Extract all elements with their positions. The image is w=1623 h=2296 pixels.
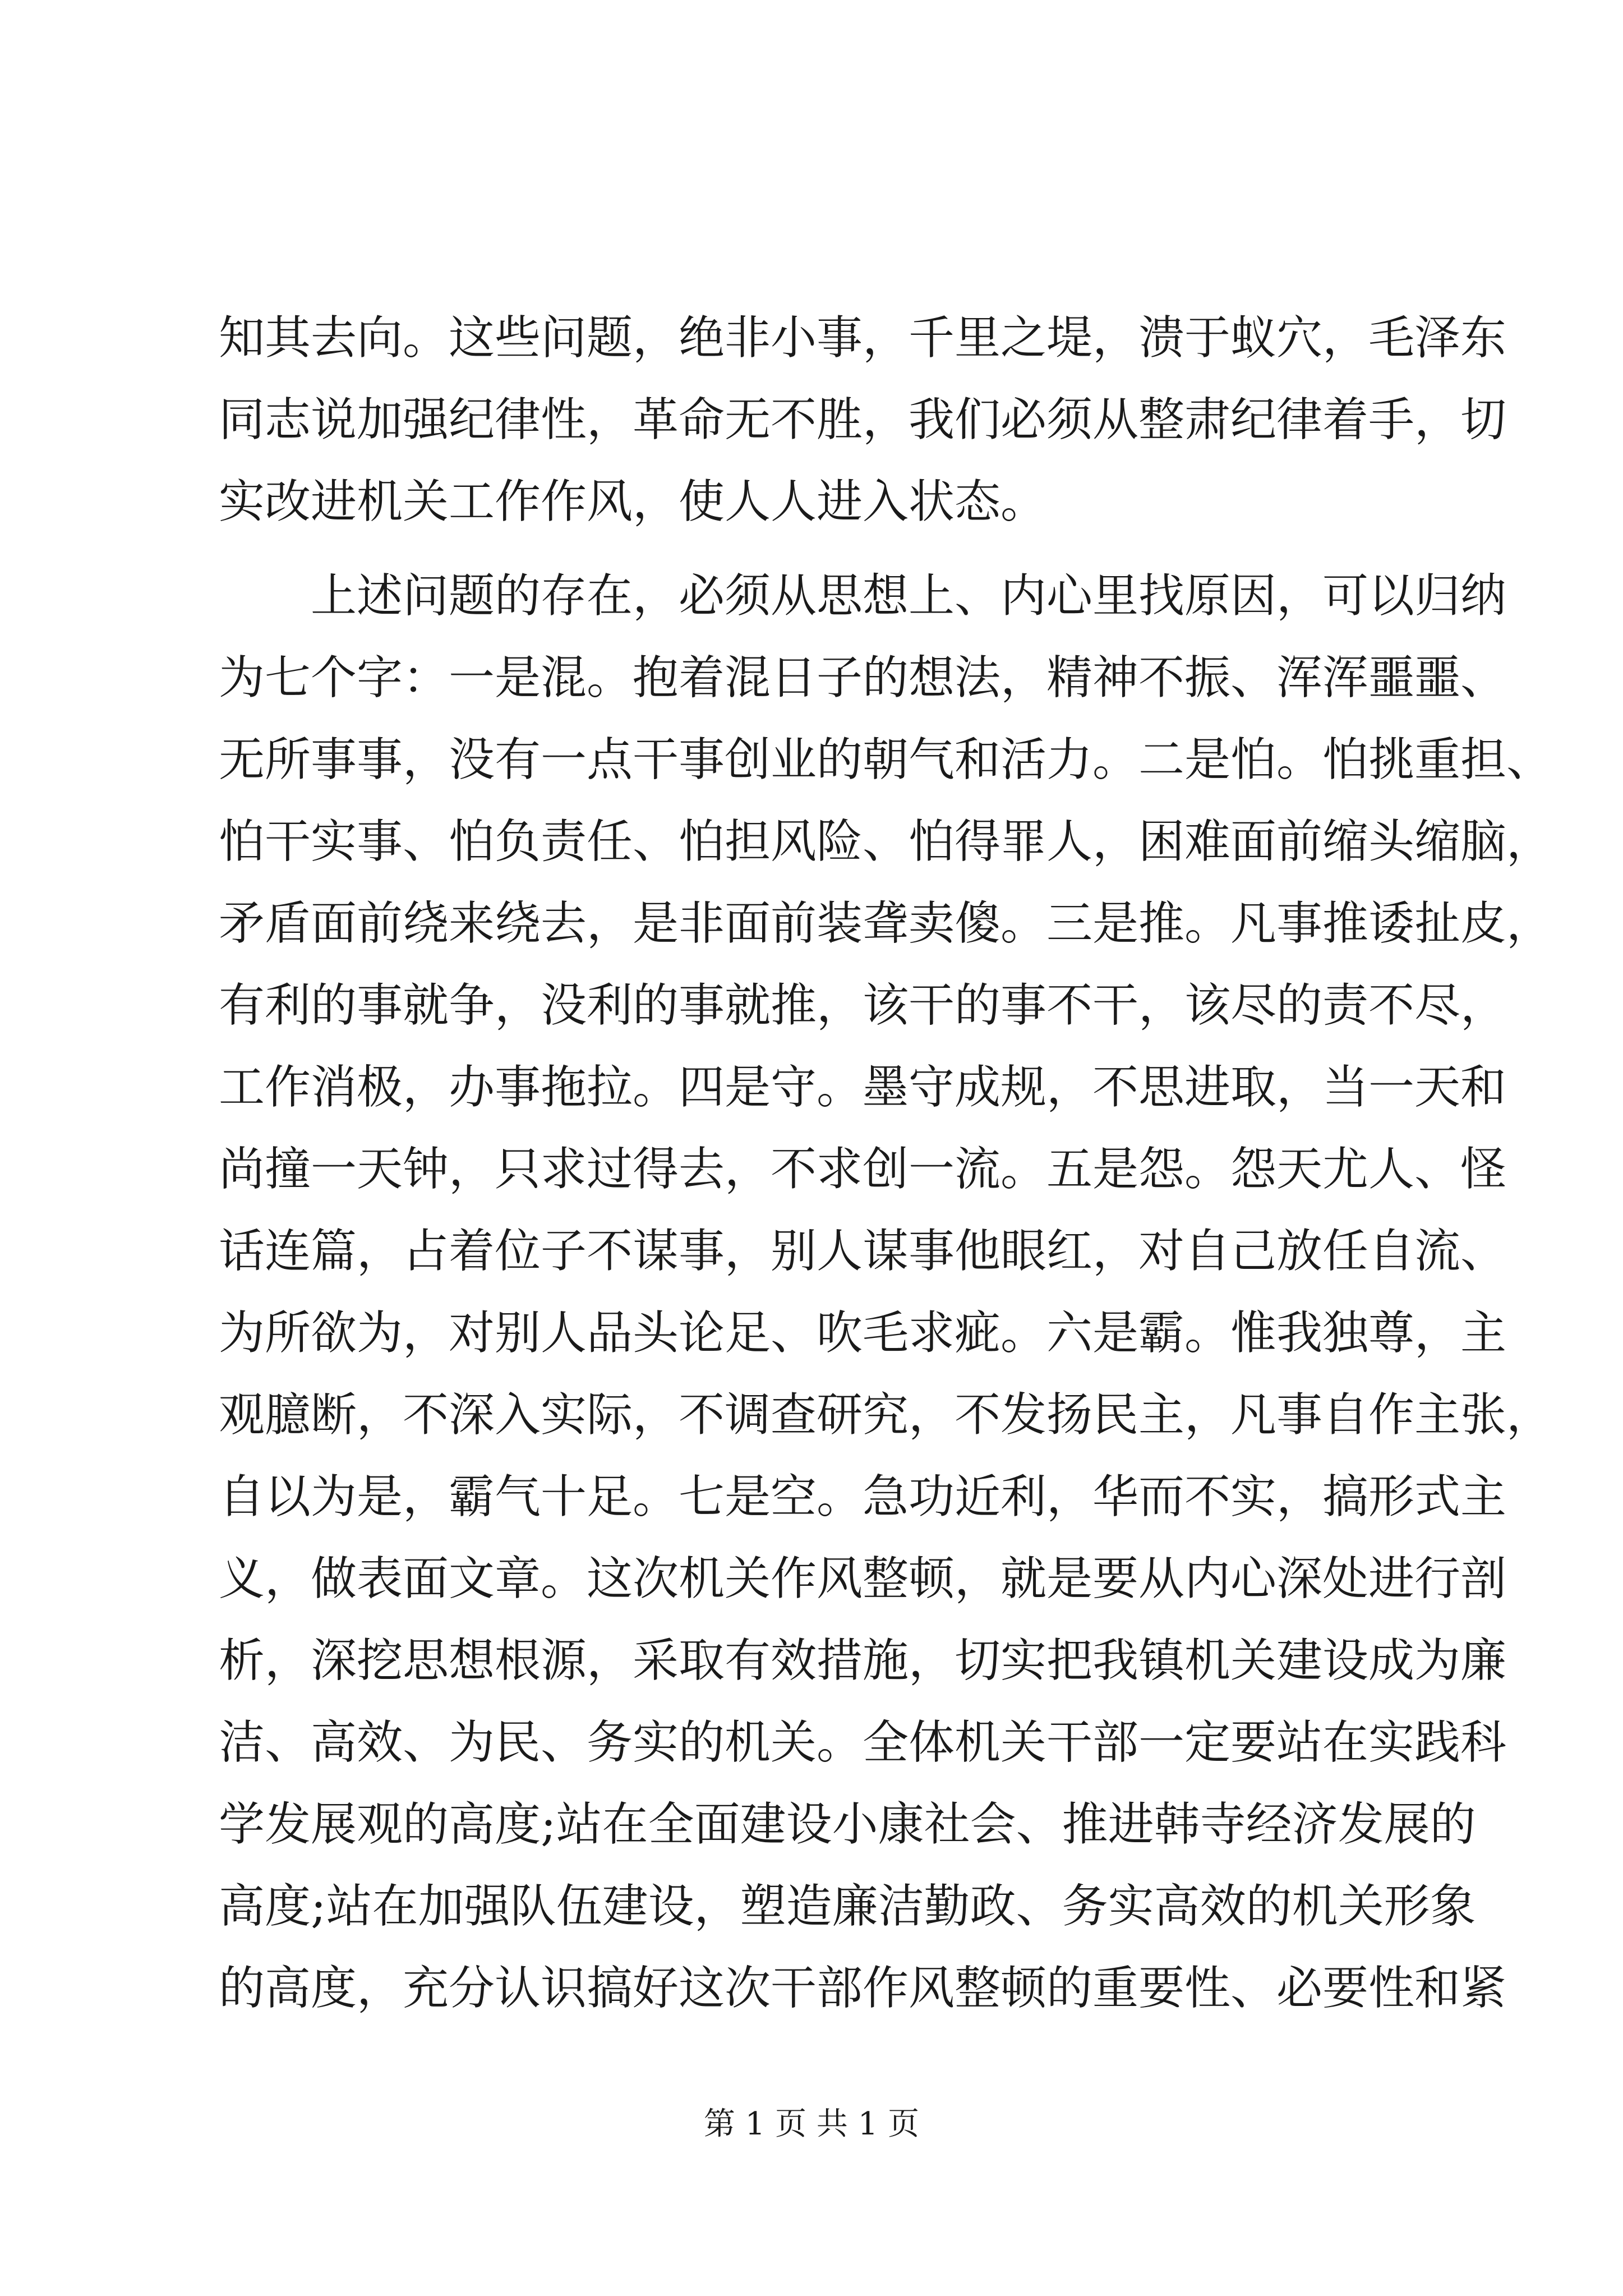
text-line: 工作消极，办事拖拉。四是守。墨守成规，不思进取，当一天和 [219, 1061, 1507, 1114]
page-footer [0, 2099, 1623, 2144]
text-line: 矛盾面前绕来绕去，是非面前装聋卖傻。三是推。凡事推诿扯皮， [219, 897, 1553, 950]
text-line: 怕干实事、怕负责任、怕担风险、怕得罪人，困难面前缩头缩脑， [219, 815, 1553, 868]
paragraph-gap [219, 543, 1408, 555]
text-line: 为七个字：一是混。抱着混日子的想法，精神不振、浑浑噩噩、 [219, 651, 1507, 705]
page-number-label: 第 1 页 共 1 页 [703, 2106, 920, 2142]
text-line: 学发展观的高度;站在全面建设小康社会、推进韩寺经济发展的 [219, 1798, 1476, 1851]
text-line: 自以为是，霸气十足。七是空。急功近利，华而不实，搞形式主 [219, 1470, 1507, 1524]
text-line: 尚撞一天钟，只求过得去，不求创一流。五是怨。怨天尤人、怪 [219, 1143, 1507, 1196]
paragraph-1 [219, 297, 1507, 543]
text-line: 知其去向。这些问题，绝非小事，千里之堤，溃于蚁穴，毛泽东 [219, 311, 1507, 365]
text-line: 洁、高效、为民、务实的机关。全体机关干部一定要站在实践科 [219, 1716, 1507, 1769]
text-line: 高度;站在加强队伍建设，塑造廉洁勤政、务实高效的机关形象 [219, 1880, 1476, 1933]
text-line: 析，深挖思想根源，采取有效措施，切实把我镇机关建设成为廉 [219, 1634, 1507, 1687]
text-line: 上述问题的存在，必须从思想上、内心里找原因，可以归纳 [219, 569, 1507, 623]
text-line: 实改进机关工作作风，使人人进入状态。 [219, 475, 1047, 528]
text-line: 为所欲为，对别人品头论足、吹毛求疵。六是霸。惟我独尊，主 [219, 1306, 1507, 1360]
document-body [219, 297, 1553, 2030]
text-line: 有利的事就争，没利的事就推，该干的事不干，该尽的责不尽， [219, 979, 1507, 1032]
text-line: 话连篇，占着位子不谋事，别人谋事他眼红，对自己放任自流、 [219, 1225, 1507, 1278]
text-line: 观臆断，不深入实际，不调查研究，不发扬民主，凡事自作主张， [219, 1388, 1553, 1442]
text-line: 义，做表面文章。这次机关作风整顿，就是要从内心深处进行剖 [219, 1552, 1507, 1605]
text-line: 的高度，充分认识搞好这次干部作风整顿的重要性、必要性和紧 [219, 1962, 1507, 2015]
text-line: 无所事事，没有一点干事创业的朝气和活力。二是怕。怕挑重担、 [219, 733, 1553, 786]
paragraph-2 [219, 555, 1553, 2030]
text-line: 同志说加强纪律性，革命无不胜，我们必须从整肃纪律着手，切 [219, 393, 1507, 447]
